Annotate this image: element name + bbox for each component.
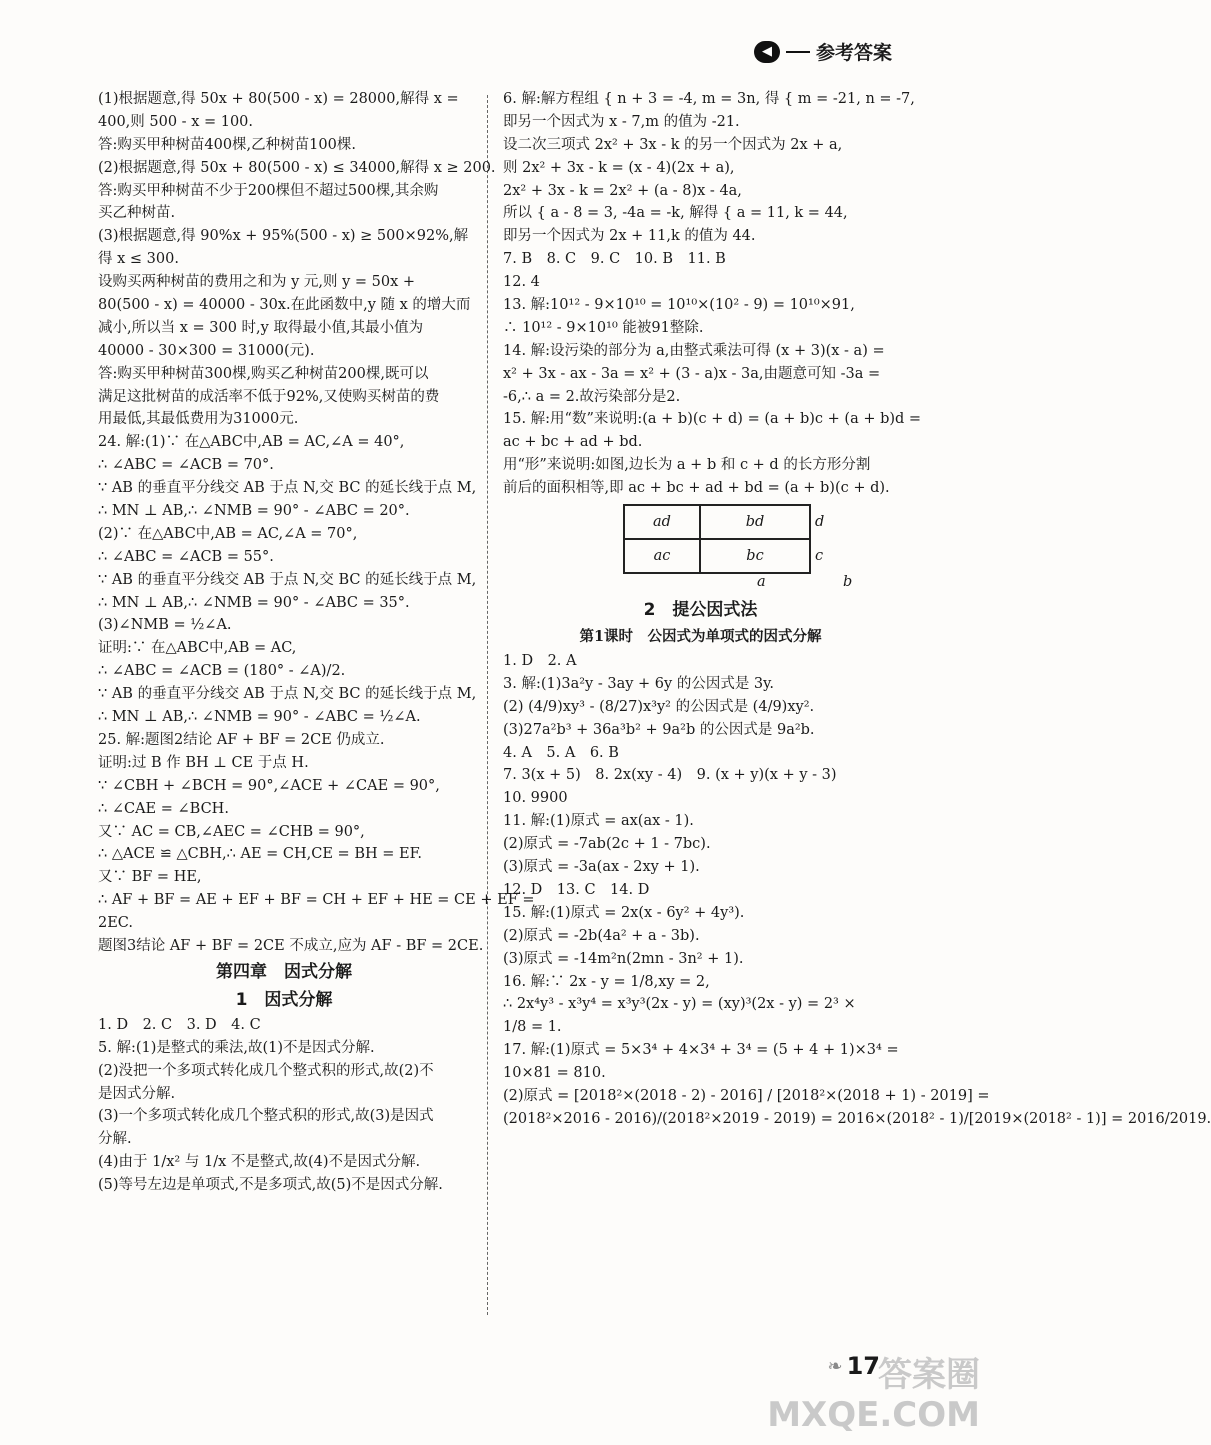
- text-line: ∴ MN ⊥ AB,∴ ∠NMB = 90° - ∠ABC = ½∠A.: [98, 709, 421, 726]
- text-line: 2EC.: [98, 915, 133, 932]
- side-label-d: d: [815, 514, 825, 531]
- cell-ac: ac: [624, 539, 700, 573]
- text-line: 17. 解:(1)原式 = 5×3⁴ + 4×3⁴ + 3⁴ = (5 + 4 + 1)×3⁴ =: [503, 1042, 899, 1059]
- text-line: 即另一个因式为 2x + 11,k 的值为 44.: [503, 228, 756, 245]
- page-header: [754, 38, 892, 65]
- text-line: 证明:∵ 在△ABC中,AB = AC,: [98, 640, 297, 657]
- bottom-label-b: b: [843, 574, 853, 591]
- text-line: (4)由于 1/x² 与 1/x 不是整式,故(4)不是因式分解.: [98, 1154, 421, 1171]
- text-line: 是因式分解.: [98, 1085, 176, 1102]
- text-line: 6. 解:解方程组 { n + 3 = -4, m = 3n, 得 { m = -21, n = -7,: [503, 91, 915, 107]
- right-column-top: [503, 88, 922, 500]
- text-line: 4. A 5. A 6. B: [503, 744, 619, 761]
- text-line: ∴ 2x⁴y³ - x³y⁴ = x³y³(2x - y) = (xy)³(2x - y) = 2³ ×: [503, 996, 856, 1013]
- page-number-text: 17: [846, 1352, 880, 1380]
- text-line: 15. 解:用“数”来说明:(a + b)(c + d) = (a + b)c + (a + b)d =: [503, 411, 922, 428]
- text-line: 2x² + 3x - k = 2x² + (a - 8)x - 4a,: [503, 182, 742, 199]
- text-line: 又∵ AC = CB,∠AEC = ∠CHB = 90°,: [98, 823, 365, 840]
- text-line: (3)27a²b³ + 36a³b² + 9a²b 的公因式是 9a²b.: [503, 721, 815, 738]
- text-line: 买乙种树苗.: [98, 205, 176, 222]
- text-line: ∵ AB 的垂直平分线交 AB 于点 N,交 BC 的延长线于点 M,: [98, 571, 477, 588]
- logo-icon: ◀: [754, 41, 780, 63]
- text-line: ∵ ∠CBH + ∠BCH = 90°,∠ACE + ∠CAE = 90°,: [98, 777, 440, 794]
- cell-bc: bc: [700, 539, 810, 573]
- text-line: 1. D 2. C 3. D 4. C: [98, 1016, 261, 1033]
- cell-ad: ad: [624, 505, 700, 539]
- text-line: (2) (4/9)xy³ - (8/27)x³y² 的公因式是 (4/9)xy².: [503, 698, 815, 715]
- text-line: ∴ MN ⊥ AB,∴ ∠NMB = 90° - ∠ABC = 20°.: [98, 503, 410, 520]
- text-line: (3)原式 = -3a(ax - 2xy + 1).: [503, 859, 700, 876]
- text-line: 16. 解:∵ 2x - y = 1/8,xy = 2,: [503, 973, 710, 990]
- text-line: ∴ △ACE ≌ △CBH,∴ AE = CH,CE = BH = EF.: [98, 846, 422, 863]
- text-line: 12. 4: [503, 274, 540, 291]
- text-line: 满足这批树苗的成活率不低于92%,又使购买树苗的费: [98, 388, 440, 405]
- text-line: 分解.: [98, 1131, 132, 1148]
- text-line: 40000 - 30×300 = 31000(元).: [98, 342, 315, 359]
- cell-bd: bd: [700, 505, 810, 539]
- text-line: (2)没把一个多项式转化成几个整式积的形式,故(2)不: [98, 1062, 434, 1079]
- text-line: (2)原式 = -7ab(2c + 1 - 7bc).: [503, 836, 711, 853]
- text-line: 前后的面积相等,即 ac + bc + ad + bd = (a + b)(c + d).: [503, 480, 890, 497]
- text-line: 用“形”来说明:如图,边长为 a + b 和 c + d 的长方形分割: [503, 457, 871, 474]
- text-line: 所以 { a - 8 = 3, -4a = -k, 解得 { a = 11, k = 44,: [503, 205, 848, 222]
- text-line: 答:购买甲种树苗400棵,乙种树苗100棵.: [98, 136, 356, 153]
- text-line: x² + 3x - ax - 3a = x² + (3 - a)x - 3a,由题意可知 -3a =: [503, 365, 881, 382]
- subheading: 第1课时 公因式为单项式的因式分解: [579, 628, 822, 646]
- text-line: 11. 解:(1)原式 = ax(ax - 1).: [503, 813, 694, 830]
- text-line: ac + bc + ad + bd.: [503, 434, 643, 451]
- text-line: ∵ AB 的垂直平分线交 AB 于点 N,交 BC 的延长线于点 M,: [98, 480, 477, 497]
- right-column-bottom: [503, 596, 1211, 1131]
- text-line: 3. 解:(1)3a²y - 3ay + 6y 的公因式是 3y.: [503, 675, 775, 692]
- text-line: (3)原式 = -14m²n(2mn - 3n² + 1).: [503, 950, 744, 967]
- text-line: ∴ ∠ABC = ∠ACB = 55°.: [98, 548, 274, 565]
- watermark-line1: 答案圈: [878, 1355, 980, 1395]
- text-line: 减小,所以当 x = 300 时,y 取得最小值,其最小值为: [98, 319, 424, 336]
- text-line: 则 2x² + 3x - k = (x - 4)(2x + a),: [503, 159, 735, 176]
- text-line: ∴ AF + BF = AE + EF + BF = CH + EF + HE = CE + EF =: [98, 892, 535, 909]
- watermark-line2: MXQE.COM: [767, 1395, 980, 1435]
- text-line: 400,则 500 - x = 100.: [98, 113, 254, 130]
- text-line: (2)原式 = -2b(4a² + a - 3b).: [503, 927, 700, 944]
- heading: 第四章 因式分解: [216, 961, 352, 982]
- right-column: [503, 88, 1211, 1325]
- text-line: 14. 解:设污染的部分为 a,由整式乘法可得 (x + 3)(x - a) =: [503, 342, 885, 359]
- side-label-c: c: [815, 548, 824, 565]
- text-line: 24. 解:(1)∵ 在△ABC中,AB = AC,∠A = 40°,: [98, 434, 405, 451]
- bottom-labels: [743, 574, 898, 594]
- text-line: (2)原式 = [2018²×(2018 - 2) - 2016] / [2018²×(2018 + 1) - 2019] =: [503, 1087, 990, 1104]
- text-line: ∴ ∠CAE = ∠BCH.: [98, 800, 229, 817]
- text-line: (3)一个多项式转化成几个整式积的形式,故(3)是因式: [98, 1108, 434, 1125]
- text-line: ∴ 10¹² - 9×10¹⁰ 能被91整除.: [503, 319, 704, 336]
- text-line: 13. 解:10¹² - 9×10¹⁰ = 10¹⁰×(10² - 9) = 10¹⁰×91,: [503, 297, 855, 314]
- area-diagram: [623, 504, 898, 594]
- text-line: 5. 解:(1)是整式的乘法,故(1)不是因式分解.: [98, 1039, 375, 1056]
- watermark: [767, 1355, 980, 1435]
- text-line: 80(500 - x) = 40000 - 30x.在此函数中,y 随 x 的增大而: [98, 297, 471, 314]
- text-line: 题图3结论 AF + BF = 2CE 不成立,应为 AF - BF = 2CE.: [98, 937, 484, 954]
- text-line: 又∵ BF = HE,: [98, 869, 202, 886]
- text-line: (1)根据题意,得 50x + 80(500 - x) = 28000,解得 x =: [98, 91, 459, 107]
- text-line: 1/8 = 1.: [503, 1019, 562, 1036]
- text-line: 10. 9900: [503, 790, 568, 807]
- text-line: (2)根据题意,得 50x + 80(500 - x) ≤ 34000,解得 x ≥ 200.: [98, 159, 496, 176]
- text-line: (3)∠NMB = ½∠A.: [98, 617, 232, 634]
- heading: 1 因式分解: [235, 989, 333, 1010]
- text-line: 设购买两种树苗的费用之和为 y 元,则 y = 50x +: [98, 274, 416, 291]
- text-line: ∴ ∠ABC = ∠ACB = (180° - ∠A)/2.: [98, 663, 346, 680]
- text-line: 答:购买甲种树苗300棵,购买乙种树苗200棵,既可以: [98, 365, 429, 382]
- text-line: (2018²×2016 - 2016)/(2018²×2019 - 2019) = 2016×(2018² - 1)/[2019×(2018² - 1)] = 2016/2019.: [503, 1110, 1211, 1127]
- text-line: ∵ AB 的垂直平分线交 AB 于点 N,交 BC 的延长线于点 M,: [98, 686, 477, 703]
- text-line: 用最低,其最低费用为31000元.: [98, 411, 299, 428]
- text-line: ∴ MN ⊥ AB,∴ ∠NMB = 90° - ∠ABC = 35°.: [98, 594, 410, 611]
- leaf-icon: ❧: [827, 1355, 843, 1377]
- bottom-label-a: a: [757, 574, 766, 591]
- column-divider: [487, 95, 488, 1315]
- text-line: (3)根据题意,得 90%x + 95%(500 - x) ≥ 500×92%,解: [98, 228, 469, 245]
- text-line: 7. 3(x + 5) 8. 2x(xy - 4) 9. (x + y)(x + y - 3): [503, 767, 837, 784]
- text-line: 设二次三项式 2x² + 3x - k 的另一个因式为 2x + a,: [503, 136, 843, 153]
- text-line: 证明:过 B 作 BH ⊥ CE 于点 H.: [98, 754, 309, 771]
- text-line: (2)∵ 在△ABC中,AB = AC,∠A = 70°,: [98, 525, 358, 542]
- heading: 2 提公因式法: [643, 600, 758, 621]
- text-line: ∴ ∠ABC = ∠ACB = 70°.: [98, 457, 274, 474]
- text-line: -6,∴ a = 2.故污染部分是2.: [503, 388, 681, 405]
- text-line: 12. D 13. C 14. D: [503, 881, 650, 898]
- text-line: 15. 解:(1)原式 = 2x(x - 6y² + 4y³).: [503, 904, 745, 921]
- area-table: [623, 504, 836, 574]
- header-title: 参考答案: [815, 42, 892, 64]
- text-line: 得 x ≤ 300.: [98, 251, 179, 268]
- text-line: 10×81 = 810.: [503, 1065, 606, 1082]
- text-line: (5)等号左边是单项式,不是多项式,故(5)不是因式分解.: [98, 1177, 443, 1194]
- text-line: 7. B 8. C 9. C 10. B 11. B: [503, 251, 726, 268]
- text-line: 1. D 2. A: [503, 653, 577, 670]
- header-dash: [786, 51, 810, 53]
- text-line: 答:购买甲种树苗不少于200棵但不超过500棵,其余购: [98, 182, 439, 199]
- text-line: 即另一个因式为 x - 7,m 的值为 -21.: [503, 113, 740, 130]
- text-line: 25. 解:题图2结论 AF + BF = 2CE 仍成立.: [98, 731, 385, 748]
